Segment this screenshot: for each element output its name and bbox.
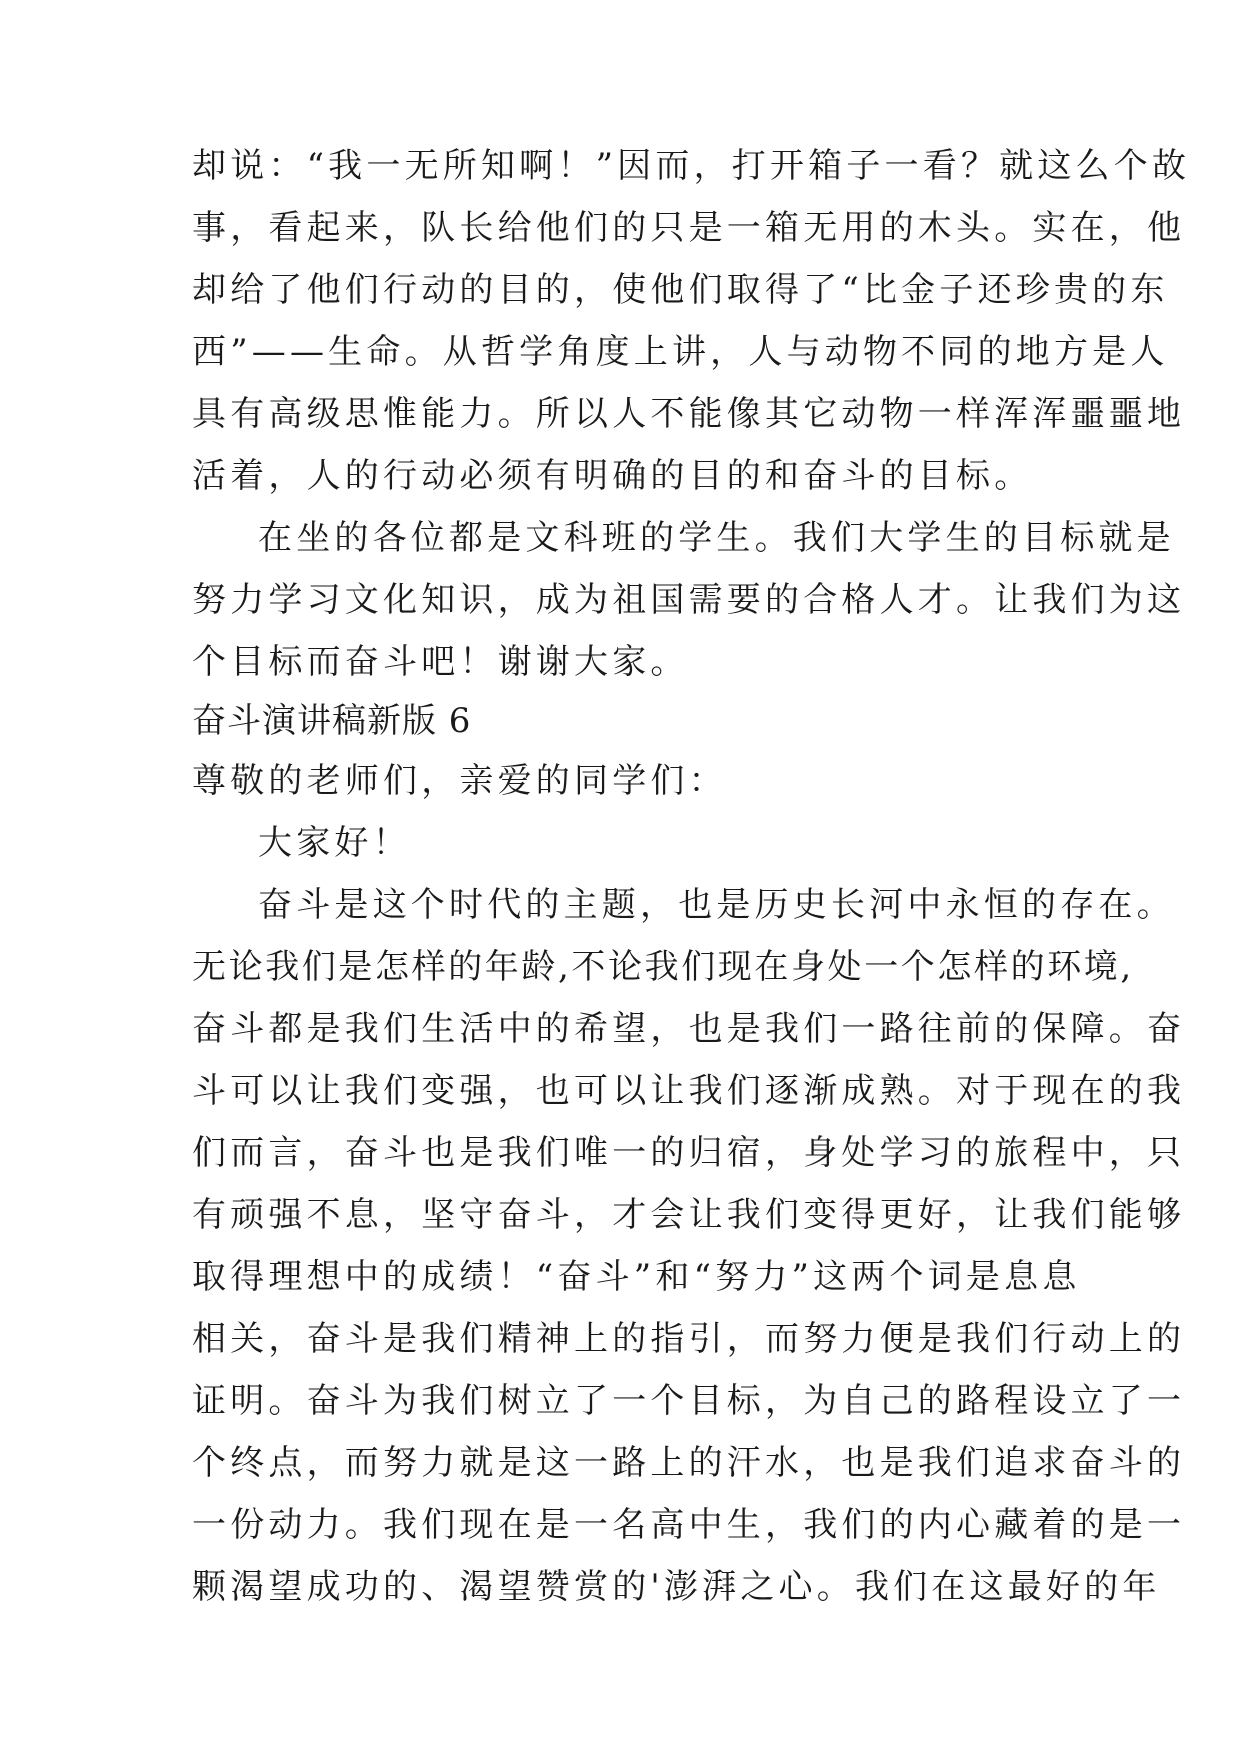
body-text-line: 却说：“我一无所知啊！”因而，打开箱子一看？就这么个故 [192, 146, 1191, 186]
body-text-line: 无论我们是怎样的年龄,不论我们现在身处一个怎样的环境, [192, 947, 1134, 987]
salutation: 尊敬的老师们，亲爱的同学们： [192, 761, 727, 801]
body-text-line: 奋斗是这个时代的主题，也是历史长河中永恒的存在。 [258, 885, 1175, 925]
body-text-line: 有顽强不息，坚守奋斗，才会让我们变得更好，让我们能够 [192, 1195, 1186, 1235]
body-text-line: 具有高级思惟能力。所以人不能像其它动物一样浑浑噩噩地 [192, 394, 1186, 434]
body-text-line: 努力学习文化知识，成为祖国需要的合格人才。让我们为这 [192, 580, 1186, 620]
body-text-line: 活着，人的行动必须有明确的目的和奋斗的目标。 [192, 456, 1033, 496]
body-text-line: 事，看起来，队长给他们的只是一箱无用的木头。实在，他 [192, 208, 1186, 248]
body-text-line: 个终点，而努力就是这一路上的汗水，也是我们追求奋斗的 [192, 1443, 1186, 1483]
body-text-line: 奋斗都是我们生活中的希望，也是我们一路往前的保障。奋 [192, 1009, 1186, 1049]
body-text-line: 颗渴望成功的、渴望赞赏的'澎湃之心。我们在这最好的年 [192, 1567, 1161, 1607]
body-text-line: 西”——生命。从哲学角度上讲，人与动物不同的地方是人 [192, 332, 1169, 372]
body-text-line: 在坐的各位都是文科班的学生。我们大学生的目标就是 [258, 518, 1175, 558]
body-text-line: 相关，奋斗是我们精神上的指引，而努力便是我们行动上的 [192, 1319, 1186, 1359]
section-title: 奋斗演讲稿新版 6 [192, 701, 472, 741]
body-text-line: 取得理想中的成绩！“奋斗”和“努力”这两个词是息息 [192, 1257, 1081, 1297]
greeting: 大家好！ [258, 823, 411, 863]
body-text-line: 证明。奋斗为我们树立了一个目标，为自己的路程设立了一 [192, 1381, 1186, 1421]
body-text-line: 却给了他们行动的目的，使他们取得了“比金子还珍贵的东 [192, 270, 1169, 310]
body-text-line: 斗可以让我们变强，也可以让我们逐渐成熟。对于现在的我 [192, 1071, 1186, 1111]
body-text-line: 们而言，奋斗也是我们唯一的归宿，身处学习的旅程中，只 [192, 1133, 1186, 1173]
body-text-line: 个目标而奋斗吧！谢谢大家。 [192, 642, 689, 682]
body-text-line: 一份动力。我们现在是一名高中生，我们的内心藏着的是一 [192, 1505, 1186, 1545]
